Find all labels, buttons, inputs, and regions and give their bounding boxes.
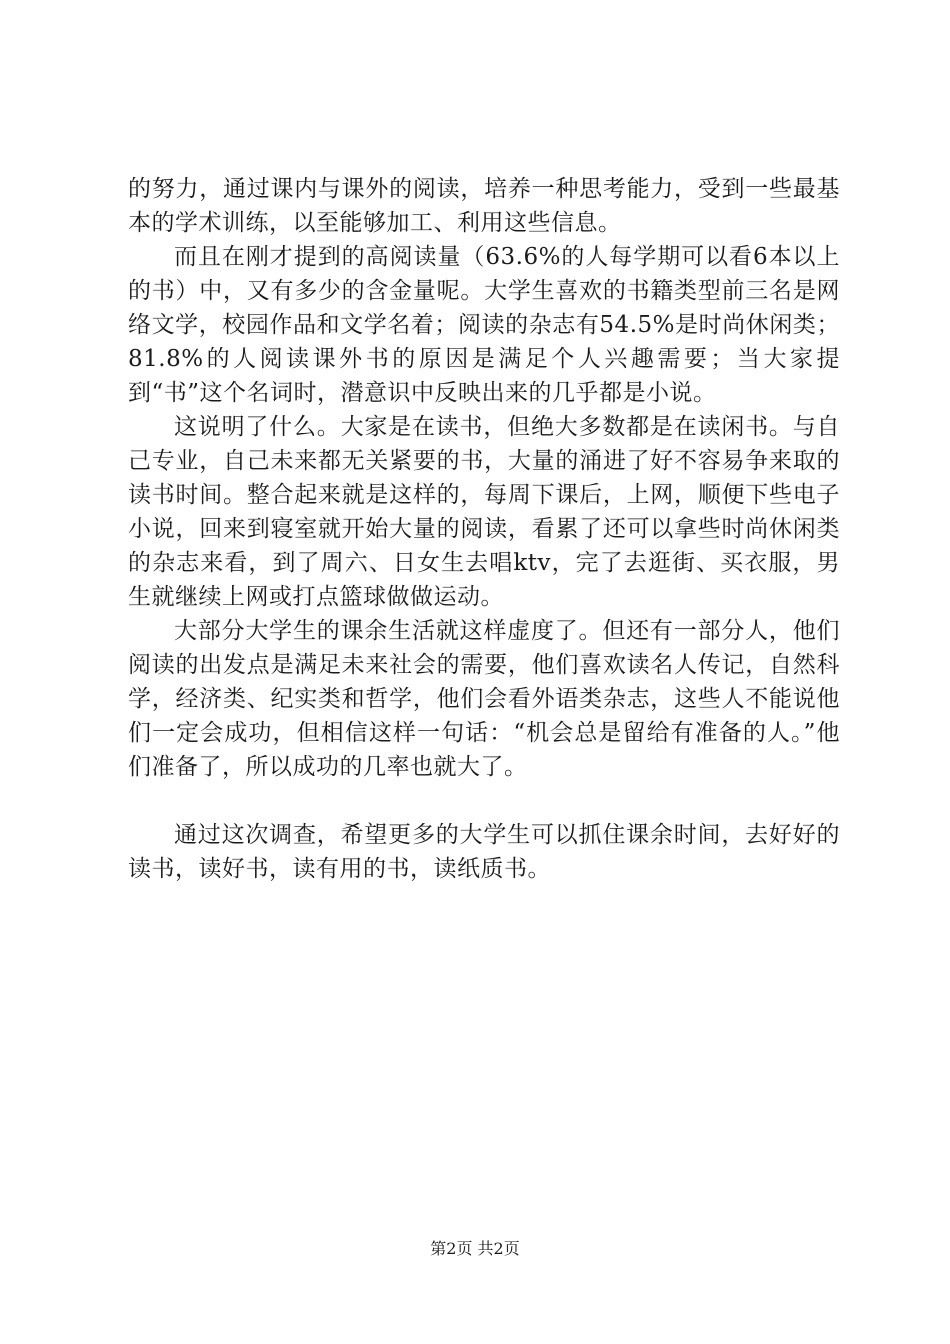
- page-number-footer: 第2页 共2页: [430, 1239, 520, 1258]
- document-body: [128, 172, 840, 886]
- paragraph-purposeful-reading: 大部分大学生的课余生活就这样虚度了。但还有一部分人，他们阅读的出发点是满足未来社会的需要，他们喜欢读名人传记，自然科学，经济类、纪实类和哲学，他们会看外语类杂志，这些人不能说他们一定会成功，但相信这样一句话：“机会总是留给有准备的人。”他们准备了，所以成功的几率也就大了。: [128, 618, 840, 780]
- paragraph-reading-statistics: 而且在刚才提到的高阅读量（63.6%的人每学期可以看6本以上的书）中，又有多少的含金量呢。大学生喜欢的书籍类型前三名是网络文学，校园作品和文学名着；阅读的杂志有54.5%是时尚休闲类；81.8%的人阅读课外书的原因是满足个人兴趣需要；当大家提到“书”这个名词时，潜意识中反映出来的几乎都是小说。: [128, 244, 840, 406]
- paragraph-continuation: 的努力，通过课内与课外的阅读，培养一种思考能力，受到一些最基本的学术训练，以至能够加工、利用这些信息。: [128, 176, 840, 236]
- paragraph-leisure-reading: 这说明了什么。大家是在读书，但绝大多数都是在读闲书。与自己专业，自己未来都无关紧要的书，大量的涌进了好不容易争来取的读书时间。整合起来就是这样的，每周下课后，上网，顺便下些电子小说，回来到寝室就开始大量的阅读，看累了还可以拿些时尚休闲类的杂志来看，到了周六、日女生去唱ktv，完了去逛街、买衣服，男生就继续上网或打点篮球做做运动。: [128, 414, 840, 610]
- paragraph-conclusion: 通过这次调查，希望更多的大学生可以抓住课余时间，去好好的读书，读好书，读有用的书，读纸质书。: [128, 822, 840, 882]
